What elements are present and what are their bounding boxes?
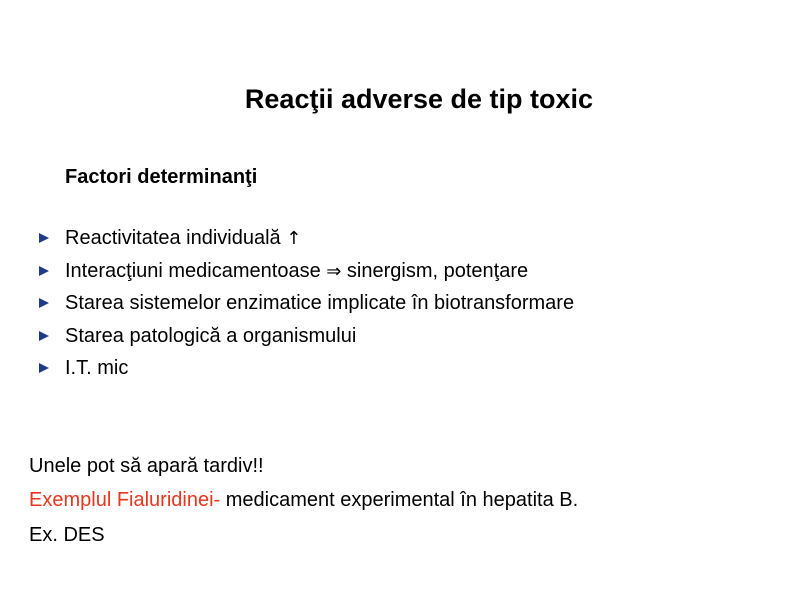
highlighted-example-label: Exemplul Fialuridinei- [29, 489, 221, 511]
bullet-label: I.T. mic [65, 357, 129, 379]
bullet-label-continuation: sinergism, potenţare [346, 259, 529, 282]
up-arrow-icon: ↑ [286, 228, 302, 249]
triangle-bullet-icon [39, 233, 49, 243]
example-description: medicament experimental în hepatita B. [225, 489, 579, 511]
implies-arrow-icon: ⇒ [326, 260, 342, 282]
triangle-bullet-icon [39, 331, 49, 341]
section-subtitle: Factori determinanţi [65, 166, 258, 188]
footer-example-des: Ex. DES [29, 524, 105, 546]
bullet-text [65, 255, 528, 288]
bullet-label: Interacţiuni medicamentoase [65, 259, 321, 282]
triangle-bullet-icon [39, 298, 49, 308]
bullet-label: Starea sistemelor enzimatice implicate în biotransformare [65, 292, 575, 314]
bullet-label: Starea patologică a organismului [65, 324, 357, 347]
triangle-bullet-icon [39, 266, 49, 276]
footer-note-tardiv: Unele pot să apară tardiv!! [29, 455, 264, 477]
slide-title: Reacţii adverse de tip toxic [244, 84, 594, 114]
triangle-bullet-icon [39, 363, 49, 373]
bullet-text [65, 222, 301, 255]
footer-example-fialuridine [29, 486, 578, 514]
bullet-label: Reactivitatea individuală [65, 227, 281, 249]
